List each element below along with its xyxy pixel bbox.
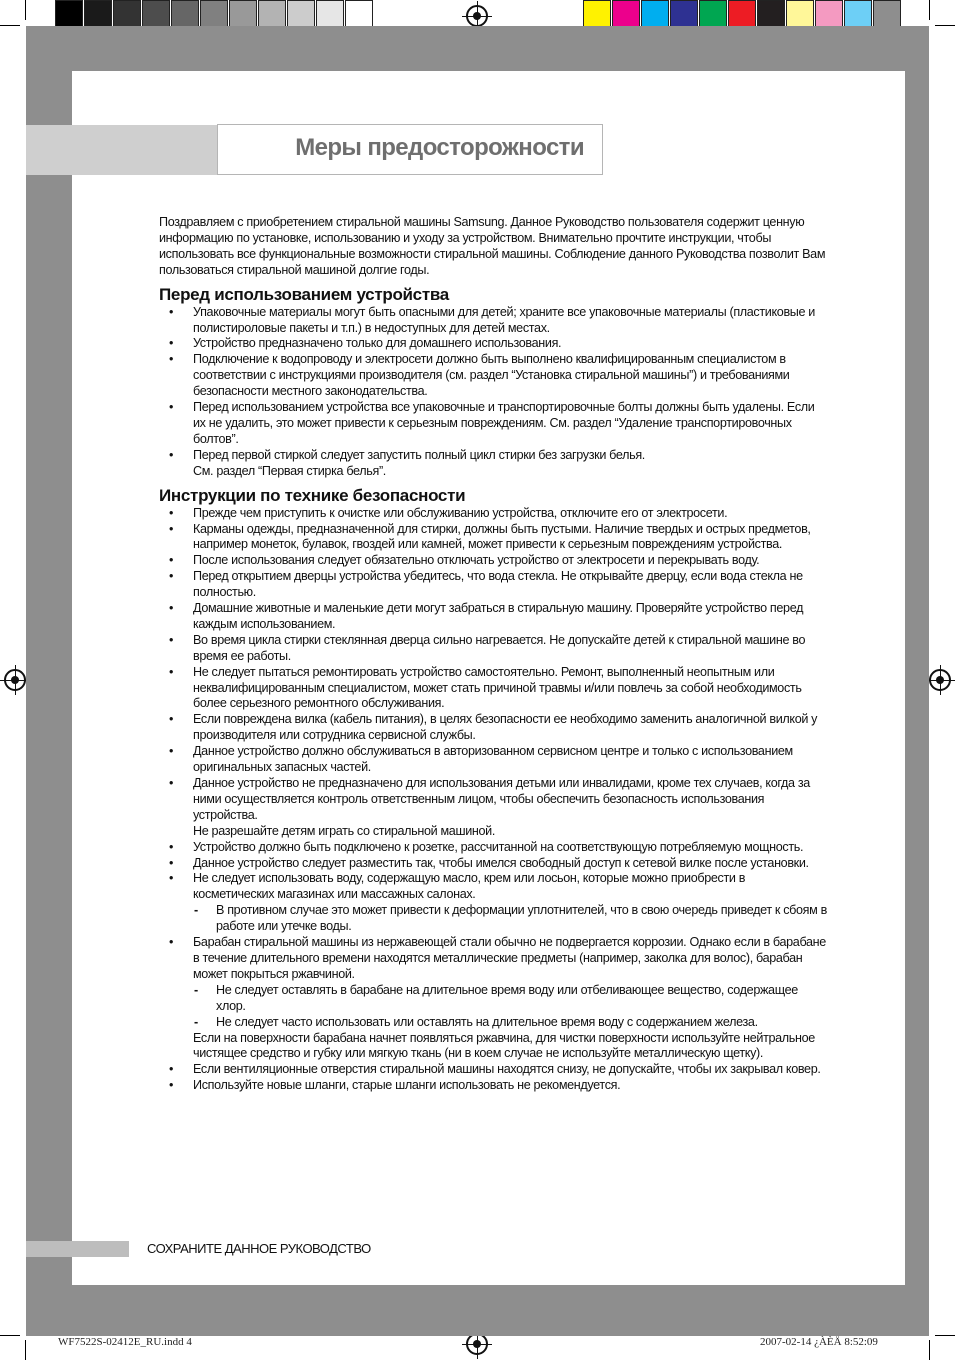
list-item: • Устройство должно быть подключено к розетке, рассчитанной на соответствующую потребляемую мощность.: [159, 840, 829, 856]
section-title-safety: Инструкции по технике безопасности: [159, 485, 466, 505]
list-item: • Данное устройство не предназначено для использования детьми или инвалидами, кроме тех случаев, когда за ними осуществляется контроль ответственным лицом, чтобы обеспечить безопасность использования устройства. Не разрешайте детям играть со стиральной машиной.: [159, 776, 829, 840]
sub-list-item: - Не следует часто использовать или оставлять на длительное время воду с содержанием железа.: [193, 1015, 829, 1031]
crop-mark: [935, 25, 955, 26]
color-swatch: [757, 0, 785, 28]
registration-mark-icon: [466, 1333, 488, 1355]
sub-list-item: - Не следует оставлять в барабане на длительное время воду или отбеливающее вещество, содержащее хлор.: [193, 983, 829, 1015]
list-item: • Подключение к водопроводу и электросети должно быть выполнено квалифицированным специалистом в соответствии с инструкциями производителя (см. раздел “Установка стиральной машины”) и требованиями безопасности местного законодательства.: [159, 352, 829, 400]
slug-filename: WF7522S-02412E_RU.indd 4: [58, 1336, 192, 1348]
gray-swatch: [142, 0, 170, 28]
gray-swatch: [258, 0, 286, 28]
color-swatch: [844, 0, 872, 28]
crop-mark: [929, 1340, 930, 1360]
list-item: • Устройство предназначено только для домашнего использования.: [159, 336, 829, 352]
registration-mark-icon: [466, 5, 488, 27]
list-item: • Не следует пытаться ремонтировать устройство самостоятельно. Ремонт, выполненный неопытным или неквалифицированным специалистом, может стать причиной травмы и/или повлечь за собой необходимость более серьезного ремонтного обслуживания.: [159, 665, 829, 713]
page-title: Меры предосторожности: [295, 134, 584, 161]
before-use-list: [159, 305, 829, 480]
footer-band: [26, 1241, 129, 1257]
sub-list: [193, 903, 829, 935]
crop-mark: [0, 25, 20, 26]
list-item-note: Если на поверхности барабана начнет появляться ржавчина, для чистки поверхности используйте нейтральное чистящее средство и губку или мягкую ткань (ни в коем случае не используйте металлическую щетку).: [193, 1030, 815, 1061]
color-swatch: [612, 0, 640, 28]
crop-mark: [935, 1335, 955, 1336]
color-swatch: [699, 0, 727, 28]
list-item: • Перед использованием устройства все упаковочные и транспортировочные болты должны быть удалены. Если их не удалить, это может привести к серьезным повреждениям. См. раздел “Удаление транспортировочных болтов”.: [159, 400, 829, 448]
crop-mark: [929, 0, 930, 20]
list-item: • Данное устройство следует разместить так, чтобы имелся свободный доступ к сетевой вилке после установки.: [159, 856, 829, 872]
list-item: • Домашние животные и маленькие дети могут забраться в стиральную машину. Проверяйте устройство перед каждым использованием.: [159, 601, 829, 633]
list-item: • Не следует использовать воду, содержащую масло, крем или лосьон, которые можно приобрести в косметических магазинах или массажных салонах. - В противном случае это может привести к деформации уплотнителей, что в свою очередь приведет к сбоям в работе или утечке воды.: [159, 871, 829, 935]
list-item: • Во время цикла стирки стеклянная дверца сильно нагревается. Не допускайте детей к стиральной машине во время ее работы.: [159, 633, 829, 665]
list-item: • Барабан стиральной машины из нержавеющей стали обычно не подвергается коррозии. Однако если в барабане в течение длительного времени находятся металлические предметы (например, заколка для волос), барабан может покрыться ржавчиной. - Не следует оставлять в барабане на длительное время воду или отбеливающее вещество, содержащее хлор. - Не следует часто использовать или оставлять на длительное время воду с содержанием железа. Если на поверхности барабана начнет появляться ржавчина, для чистки поверхности используйте нейтральное чистящее средство и губку или мягкую ткань (ни в коем случае не используйте металлическую щетку).: [159, 935, 829, 1062]
color-swatch: [815, 0, 843, 28]
list-item: • Если вентиляционные отверстия стиральной машины находятся снизу, не допускайте, чтобы их закрывал ковер.: [159, 1062, 829, 1078]
list-item: • Карманы одежды, предназначенной для стирки, должны быть пустыми. Наличие твердых и острых предметов, например монеток, булавок, гвоздей или камней, может привести к серьезным повреждениям устройства.: [159, 522, 829, 554]
list-item-note: Не разрешайте детям играть со стиральной машиной.: [193, 823, 495, 838]
registration-mark-icon: [4, 669, 26, 691]
list-item: • Упаковочные материалы могут быть опасными для детей; храните все упаковочные материалы (пластиковые и полистироловые пакеты и т.п.) в недоступных для детей местах.: [159, 305, 829, 337]
sub-list: [193, 983, 829, 1031]
color-swatch: [786, 0, 814, 28]
list-item: • Перед открытием дверцы устройства убедитесь, что вода стекла. Не открывайте дверцу, если вода стекла не полностью.: [159, 569, 829, 601]
gray-swatch: [229, 0, 257, 28]
registration-mark-icon: [929, 669, 951, 691]
title-band: [26, 125, 217, 175]
color-swatch: [670, 0, 698, 28]
gray-swatch: [316, 0, 344, 28]
crop-mark: [0, 1335, 20, 1336]
list-item: • Используйте новые шланги, старые шланги использовать не рекомендуется.: [159, 1078, 829, 1094]
gray-swatch: [84, 0, 112, 28]
color-swatch: [583, 0, 611, 28]
list-item: • Перед первой стиркой следует запустить полный цикл стирки без загрузки белья. См. раздел “Первая стирка белья”.: [159, 448, 829, 480]
content: [159, 215, 829, 1094]
color-swatch: [641, 0, 669, 28]
gray-swatch: [171, 0, 199, 28]
gray-swatch: [113, 0, 141, 28]
gray-swatch: [345, 0, 373, 28]
intro-paragraph: Поздравляем с приобретением стиральной машины Samsung. Данное Руководство пользователя содержит ценную информацию по установке, использованию и уходу за устройством. Внимательно прочтите инструкции, чтобы использовать все функциональные возможности стиральной машины. Соблюдение данного Руководства позволит Вам пользоваться стиральной машиной долгие годы.: [159, 215, 826, 277]
list-item: • Данное устройство должно обслуживаться в авторизованном сервисном центре и только с использованием оригинальных запасных частей.: [159, 744, 829, 776]
crop-mark: [25, 0, 26, 20]
gray-swatch: [200, 0, 228, 28]
list-item-note: См. раздел “Первая стирка белья”.: [193, 463, 386, 478]
list-item: • Если повреждена вилка (кабель питания), в целях безопасности ее необходимо заменить аналогичной вилкой у производителя или сотрудника сервисной службы.: [159, 712, 829, 744]
sub-list-item: - В противном случае это может привести к деформации уплотнителей, что в свою очередь приведет к сбоям в работе или утечке воды.: [193, 903, 829, 935]
title-box: [217, 124, 603, 175]
slug-timestamp: 2007-02-14 ¿ÀÈÄ 8:52:09: [760, 1336, 878, 1348]
section-title-before-use: Перед использованием устройства: [159, 284, 449, 304]
gray-swatch: [287, 0, 315, 28]
safety-list: [159, 506, 829, 1095]
crop-mark: [25, 1340, 26, 1360]
list-item: • Прежде чем приступить к очистке или обслуживанию устройства, отключите его от электросети.: [159, 506, 829, 522]
list-item: • После использования следует обязательно отключать устройство от электросети и перекрывать воду.: [159, 553, 829, 569]
gray-swatch: [55, 0, 83, 28]
color-swatch: [728, 0, 756, 28]
footer-text: СОХРАНИТЕ ДАННОЕ РУКОВОДСТВО: [147, 1241, 371, 1256]
color-swatch: [873, 0, 901, 28]
